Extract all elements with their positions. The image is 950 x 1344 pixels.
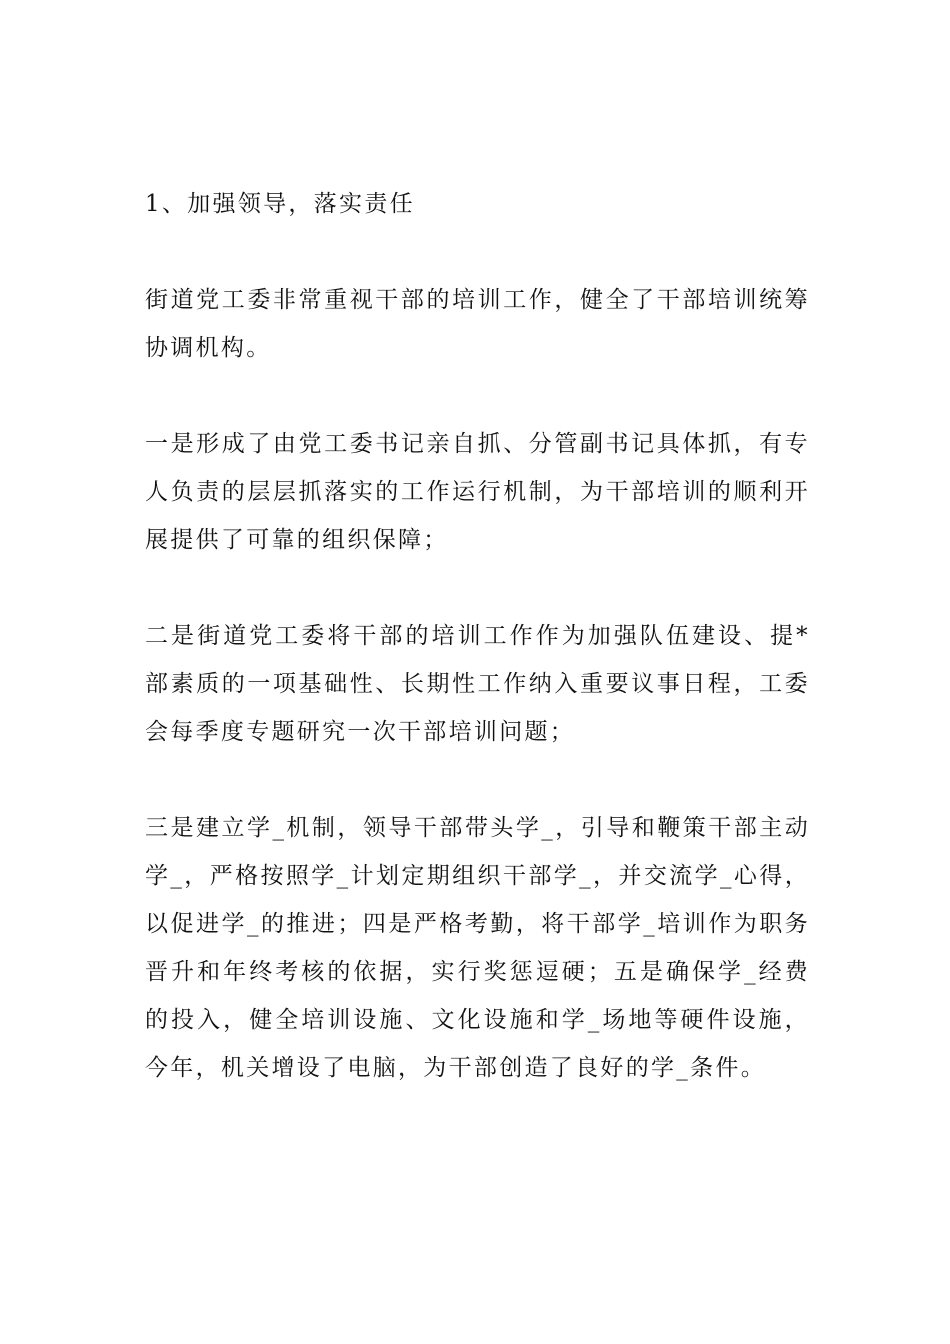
section-heading: 1、加强领导，落实责任 bbox=[145, 191, 415, 217]
paragraph-4: 三是建立学_机制，领导干部带头学_，引导和鞭策干部主动学_，严格按照学_计划定期组织干部学_，并交流学_心得，以促进学_的推进；四是严格考勤，将干部学_培训作为职务晋升和年终考核的依据，实行奖惩逗硬；五是确保学_经费的投入，健全培训设施、文化设施和学_场地等硬件设施，今年，机关增设了电脑，为干部创造了良好的学_条件。 bbox=[145, 815, 810, 1081]
paragraph-1: 街道党工委非常重视干部的培训工作，健全了干部培训统筹协调机构。 bbox=[145, 287, 810, 361]
paragraph-3: 二是街道党工委将干部的培训工作作为加强队伍建设、提*部素质的一项基础性、长期性工作纳入重要议事日程，工委会每季度专题研究一次干部培训问题； bbox=[145, 623, 810, 745]
document-body bbox=[145, 180, 810, 1140]
paragraph-2: 一是形成了由党工委书记亲自抓、分管副书记具体抓，有专人负责的层层抓落实的工作运行机制，为干部培训的顺利开展提供了可靠的组织保障； bbox=[145, 431, 810, 553]
